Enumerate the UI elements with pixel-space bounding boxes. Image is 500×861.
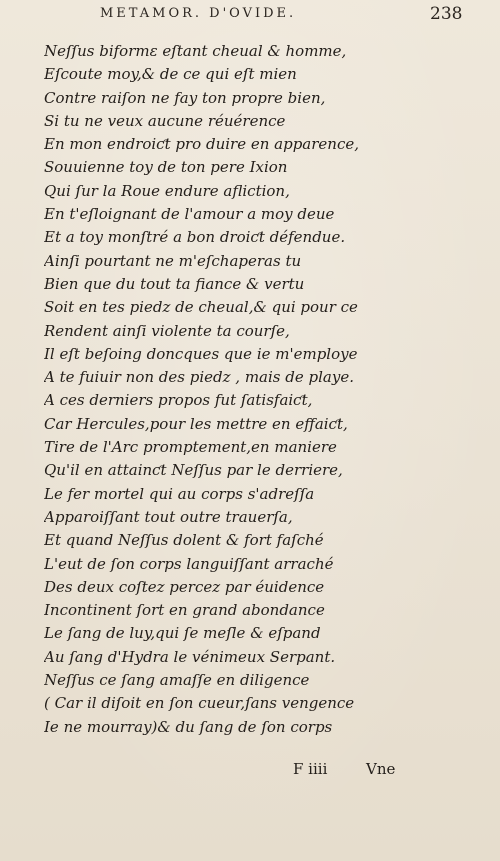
catchword: Vne bbox=[366, 760, 396, 778]
verse-line: A te fuiuir non des piedz , mais de playe. bbox=[44, 368, 354, 387]
verse-line: En t'eſloignant de l'amour a moy deue bbox=[44, 205, 335, 224]
verse-line: Ie ne mourray)& du ſang de ſon corps bbox=[44, 717, 333, 736]
signature-mark: F iiii bbox=[293, 760, 328, 778]
verse-line: Souuienne toy de ton pere Ixion bbox=[44, 158, 288, 177]
verse-line: ( Car il diſoit en ſon cueur,ſans vengence bbox=[44, 694, 355, 713]
verse-line: A ces derniers propos fut ſatisfaiƈt, bbox=[44, 391, 313, 410]
running-title: METAMOR. D'OVIDE. bbox=[100, 6, 297, 21]
verse-line: Le ſang de luy,qui ſe meſle & eſpand bbox=[44, 624, 321, 643]
verse-line: Bien que du tout ta fiance & vertu bbox=[44, 274, 305, 293]
verse-line: Soit en tes piedz de cheual,& qui pour ce bbox=[44, 298, 358, 317]
verse-line: Des deux coſtez percez par éuidence bbox=[44, 577, 325, 596]
verse-line: Neſſus ce ſang amaſſe en diligence bbox=[44, 671, 310, 690]
verse-line: Et a toy monſtré a bon droiƈt défendue. bbox=[44, 228, 346, 247]
verse-line: Si tu ne veux aucune réuérence bbox=[44, 111, 286, 130]
verse-line: Eſcoute moy,& de ce qui eſt mien bbox=[44, 65, 297, 84]
verse-line: Contre raiſon ne fay ton propre bien, bbox=[44, 88, 326, 107]
verse-line: Qui ſur la Roue endure afliction, bbox=[44, 181, 290, 200]
verse-line: L'eut de ſon corps languiſſant arraché bbox=[44, 554, 334, 573]
verse-line: Le fer mortel qui au corps s'adreſſa bbox=[44, 484, 315, 503]
verse-line: Rendent ainſi violente ta courſe, bbox=[44, 321, 290, 340]
verse-line: Car Hercules,pour les mettre en effaiƈt, bbox=[44, 414, 348, 433]
page-number: 238 bbox=[430, 4, 463, 24]
verse-line: Ainſi pourtant ne m'eſchaperas tu bbox=[44, 251, 302, 270]
verse-line: En mon endroiƈt pro duire en apparence, bbox=[44, 135, 359, 154]
verse-line: Tire de l'Arc promptement,en maniere bbox=[44, 438, 337, 457]
verse-line: Qu'il en attainƈt Neſſus par le derriere, bbox=[44, 461, 343, 480]
verse-list bbox=[44, 40, 464, 739]
verse-line: Neſſus biformε eſtant cheual & homme, bbox=[44, 42, 347, 60]
verse-line: Il eſt beſoing doncques que ie m'employe bbox=[44, 344, 358, 363]
verse-line: Et quand Neſſus dolent & fort faſché bbox=[44, 531, 324, 550]
verse-line: Apparoiſſant tout outre trauerſa, bbox=[44, 507, 293, 526]
verse-line: Incontinent ſort en grand abondance bbox=[44, 601, 325, 620]
verse-line: Au ſang d'Hydra le vénimeux Serpant. bbox=[44, 647, 336, 666]
